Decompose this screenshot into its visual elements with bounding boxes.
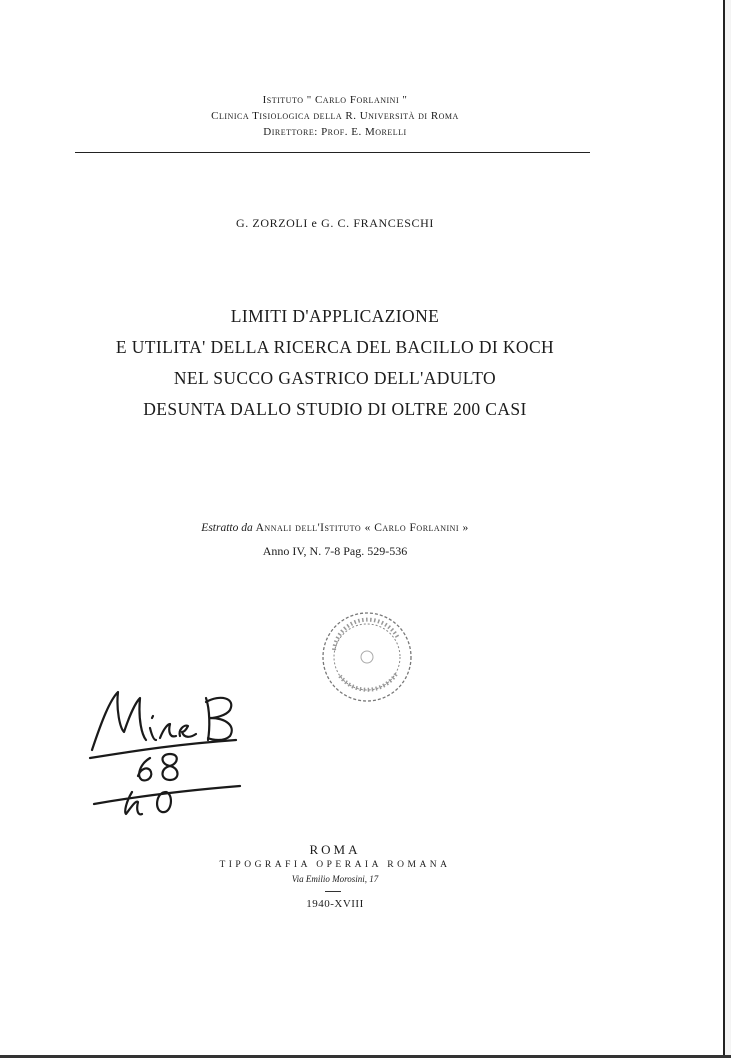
authors: G. ZORZOLI e G. C. FRANCESCHI — [235, 216, 435, 230]
title-line-1: LIMITI D'APPLICAZIONE — [230, 306, 440, 326]
clinic-name: Clinica Tisiologica della R. Università di Roma — [211, 110, 459, 122]
title-line-3: NEL SUCCO GASTRICO DELL'ADULTO — [173, 368, 497, 388]
page-edge-right — [723, 0, 731, 1058]
imprint-divider — [325, 891, 341, 892]
imprint-city: ROMA — [309, 842, 361, 857]
imprint-printer: TIPOGRAFIA OPERAIA ROMANA — [219, 860, 451, 870]
extract-issue: Anno IV, N. 7-8 Pag. 529-536 — [262, 544, 408, 558]
title-line-2: E UTILITA' DELLA RICERCA DEL BACILLO DI KOCH — [115, 337, 555, 357]
extract-line — [75, 522, 595, 534]
library-stamp — [320, 610, 414, 704]
director-line: Direttore: Prof. E. Morelli — [263, 126, 407, 138]
extract-source: Annali dell'Istituto « Carlo Forlanini » — [255, 522, 469, 534]
title-line-4: DESUNTA DALLO STUDIO DI OLTRE 200 CASI — [143, 399, 527, 419]
handwritten-shelfmark — [80, 680, 260, 830]
extract-prefix: Estratto da — [201, 522, 253, 534]
header-rule — [75, 152, 590, 153]
imprint-year: 1940-XVIII — [306, 898, 364, 910]
imprint-address: Via Emilio Morosini, 17 — [291, 874, 379, 884]
institute-name: Istituto " Carlo Forlanini " — [262, 94, 408, 106]
